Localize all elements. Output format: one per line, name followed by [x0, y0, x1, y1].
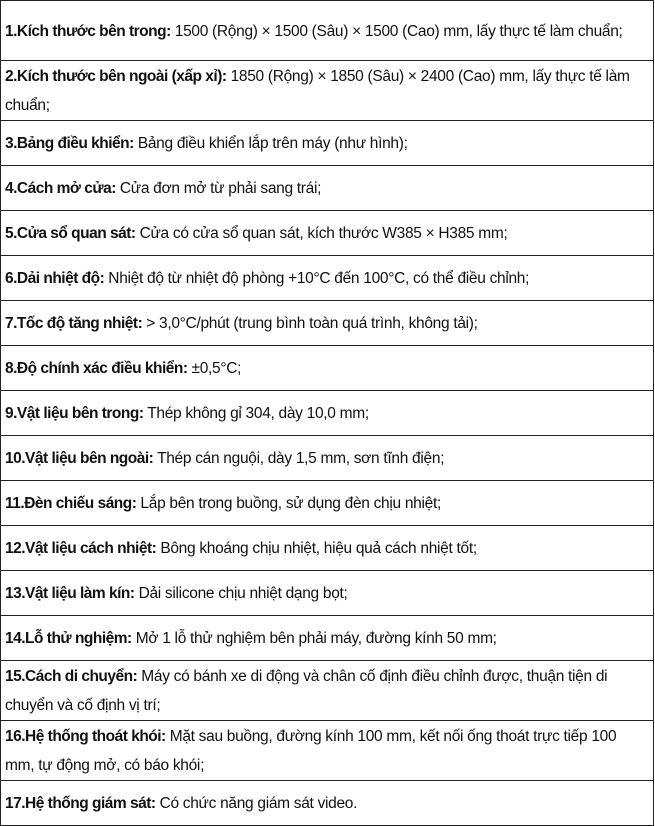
spec-row	[1, 61, 654, 121]
spec-value: Mở 1 lỗ thử nghiệm bên phải máy, đường kính 50 mm;	[131, 629, 497, 647]
spec-label: 5.Cửa sổ quan sát:	[5, 224, 136, 242]
spec-label: 2.Kích thước bên ngoài (xấp xỉ):	[5, 68, 227, 85]
spec-label: 6.Dải nhiệt độ:	[5, 269, 105, 287]
spec-label: 15.Cách di chuyển:	[5, 668, 138, 685]
spec-value: Máy có bánh xe di động và chân cố định điều chỉnh được, thuận tiện di chuyển và cố định vị trí;	[5, 668, 608, 714]
spec-value: 1850 (Rộng) × 1850 (Sâu) × 2400 (Cao) mm, lấy thực tế làm chuẩn;	[5, 68, 630, 114]
spec-label: 14.Lỗ thử nghiệm:	[5, 629, 132, 647]
spec-row	[1, 481, 654, 526]
spec-row	[1, 661, 654, 721]
spec-cell	[1, 346, 654, 391]
spec-value: Lắp bên trong buồng, sử dụng đèn chịu nhiệt;	[136, 494, 441, 512]
spec-label: 7.Tốc độ tăng nhiệt:	[5, 314, 143, 332]
spec-row	[1, 781, 654, 826]
spec-row	[1, 391, 654, 436]
spec-row	[1, 721, 654, 781]
spec-value: Thép không gỉ 304, dày 10,0 mm;	[143, 404, 369, 422]
spec-value: Bông khoáng chịu nhiệt, hiệu quả cách nhiệt tốt;	[156, 539, 477, 557]
spec-row	[1, 301, 654, 346]
spec-row	[1, 1, 654, 61]
spec-label: 4.Cách mở cửa:	[5, 179, 116, 197]
spec-row	[1, 256, 654, 301]
spec-label: 3.Bảng điều khiển:	[5, 134, 134, 152]
spec-value: Bảng điều khiển lắp trên máy (như hình);	[133, 134, 408, 152]
spec-value: 1500 (Rộng) × 1500 (Sâu) × 1500 (Cao) mm, lấy thực tế làm chuẩn;	[170, 22, 623, 40]
spec-cell	[1, 571, 654, 616]
spec-row	[1, 346, 654, 391]
spec-value: Mặt sau buồng, đường kính 100 mm, kết nối ống thoát trực tiếp 100 mm, tự động mở, có báo khói;	[5, 728, 617, 774]
spec-cell	[1, 1, 654, 61]
spec-row	[1, 571, 654, 616]
spec-cell	[1, 721, 654, 781]
spec-value: Cửa có cửa sổ quan sát, kích thước W385 × H385 mm;	[135, 224, 508, 242]
spec-row	[1, 526, 654, 571]
spec-cell	[1, 121, 654, 166]
spec-cell	[1, 256, 654, 301]
spec-value: Cửa đơn mở từ phải sang trái;	[115, 179, 322, 197]
spec-cell	[1, 526, 654, 571]
spec-cell	[1, 301, 654, 346]
spec-cell	[1, 166, 654, 211]
spec-cell	[1, 661, 654, 721]
spec-label: 10.Vật liệu bên ngoài:	[5, 449, 154, 467]
spec-label: 9.Vật liệu bên trong:	[5, 404, 144, 422]
spec-cell	[1, 481, 654, 526]
spec-row	[1, 436, 654, 481]
spec-value: > 3,0°C/phút (trung bình toàn quá trình, không tải);	[142, 314, 478, 332]
spec-row	[1, 616, 654, 661]
spec-label: 13.Vật liệu làm kín:	[5, 584, 135, 602]
spec-value: ±0,5°C;	[187, 359, 242, 377]
spec-row	[1, 166, 654, 211]
spec-value: Thép cán nguội, dày 1,5 mm, sơn tĩnh điện;	[153, 449, 445, 467]
spec-cell	[1, 781, 654, 826]
spec-label: 11.Đèn chiếu sáng:	[5, 494, 137, 512]
spec-cell	[1, 616, 654, 661]
spec-row	[1, 211, 654, 256]
spec-label: 12.Vật liệu cách nhiệt:	[5, 539, 157, 557]
spec-value: Có chức năng giám sát video.	[155, 794, 358, 812]
spec-cell	[1, 436, 654, 481]
spec-label: 1.Kích thước bên trong:	[5, 22, 171, 40]
spec-cell	[1, 391, 654, 436]
spec-label: 8.Độ chính xác điều khiển:	[5, 359, 188, 377]
spec-label: 16.Hệ thống thoát khói:	[5, 728, 166, 745]
spec-cell	[1, 61, 654, 121]
spec-value: Nhiệt độ từ nhiệt độ phòng +10°C đến 100°C, có thể điều chỉnh;	[104, 269, 530, 287]
spec-row	[1, 121, 654, 166]
spec-value: Dải silicone chịu nhiệt dạng bọt;	[134, 584, 348, 602]
spec-cell	[1, 211, 654, 256]
spec-label: 17.Hệ thống giám sát:	[5, 794, 156, 812]
